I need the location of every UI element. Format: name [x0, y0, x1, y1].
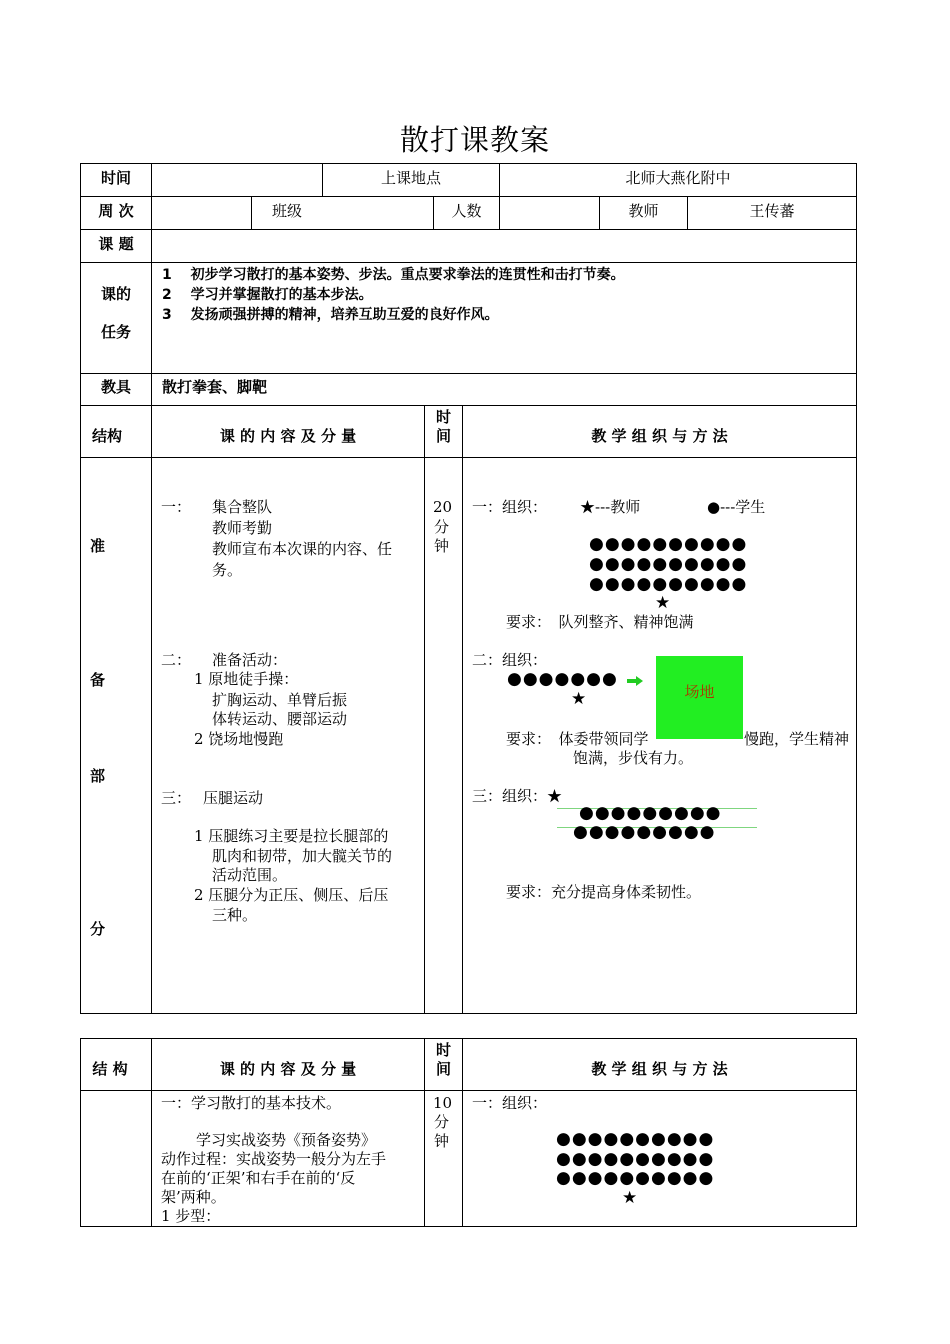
basic-line4: 在前的‘正架’和右手在前的‘反: [161, 1169, 356, 1187]
student-dots-row: ●●●●●●●●●: [579, 803, 722, 823]
section-2-line5: 2 饶场地慢跑: [194, 730, 284, 748]
prep-label-char: 部: [90, 767, 106, 785]
task-label-1: 课的: [100, 285, 131, 303]
teacher-label: 教师: [628, 202, 659, 220]
text-line: 教师考勤: [212, 519, 273, 537]
section-1-num: 一：: [161, 498, 192, 516]
time-header-2-1: 时: [435, 1041, 451, 1059]
student-dots-row: ●●●●●●●●●: [573, 822, 716, 842]
structure-header-2: 结 构: [92, 1060, 128, 1078]
prep-label-char: 准: [90, 537, 106, 555]
section-1-text: [212, 497, 422, 581]
legend-teacher: ★---教师: [580, 498, 641, 516]
content-header: 课 的 内 容 及 分 量: [219, 427, 357, 445]
teacher-star-icon: ★: [622, 1188, 638, 1208]
section-2-line4: 体转运动、腰部运动: [212, 710, 348, 728]
basic-line1: 一：学习散打的基本技术。: [161, 1094, 342, 1112]
week-label: 周 次: [98, 202, 134, 220]
org-3-requirement: 要求：充分提高身体柔韧性。: [506, 883, 702, 901]
org-1-label: 一：组织：: [472, 498, 548, 516]
section-2-num: 二：: [161, 651, 192, 669]
arrow-right-icon: [627, 676, 643, 686]
field-area: 场地: [656, 656, 743, 739]
org-3-label: 三：组织：★: [472, 787, 563, 805]
method-header: 教 学 组 织 与 方 法: [591, 427, 728, 445]
basic-line5: 架’两种。: [161, 1188, 226, 1206]
task-label-2: 任务: [100, 323, 131, 341]
location-label: 上课地点: [380, 169, 441, 187]
structure-header: 结构: [91, 427, 122, 445]
student-dots-row: ●●●●●●●●●●: [556, 1168, 715, 1188]
student-dots-row: ●●●●●●●●●●: [556, 1129, 715, 1149]
count-label: 人数: [451, 202, 482, 220]
legend-student: ●---学生: [707, 498, 766, 516]
basic-time-value: 10: [433, 1094, 453, 1112]
method-header-2: 教 学 组 织 与 方 法: [591, 1060, 728, 1078]
org-2-requirement-2: 饱满，步伐有力。: [573, 749, 694, 767]
prep-time-unit-1: 分: [434, 518, 450, 536]
student-dots-row: ●●●●●●●●●●: [589, 534, 748, 554]
time-header-2: 间: [435, 427, 451, 445]
task-item: 2 学习并掌握散打的基本步法。: [162, 287, 373, 303]
section-3-line4: 活动范围。: [212, 866, 288, 884]
org-1-requirement: 要求： 队列整齐、精神饱满: [506, 613, 694, 631]
student-dots-row: ●●●●●●●: [507, 669, 618, 689]
topic-label: 课 题: [98, 235, 134, 253]
section-2-line2: 1 原地徒手操：: [194, 670, 299, 688]
student-dots-row: ●●●●●●●●●●: [589, 574, 748, 594]
basic-line6: 1 步型：: [161, 1207, 221, 1225]
basic-line2: 学习实战姿势《预备姿势》: [196, 1131, 377, 1149]
section-2-line1: 准备活动：: [212, 651, 288, 669]
time-header-2-2: 间: [435, 1060, 451, 1078]
basic-time-unit-2: 钟: [434, 1132, 450, 1150]
time-label: 时间: [100, 169, 131, 187]
text-line: 教师宣布本次课的内容、任: [212, 540, 393, 558]
basic-org-label: 一：组织：: [472, 1094, 548, 1112]
equipment-label: 教具: [100, 378, 131, 396]
org-2-requirement-1b: 慢跑，学生精神: [744, 730, 850, 748]
task-list: [162, 265, 852, 325]
basic-line3: 动作过程：实战姿势一般分为左手: [161, 1150, 387, 1168]
section-3-line1: 压腿运动: [203, 789, 264, 807]
location-value: 北师大燕化附中: [625, 169, 731, 187]
teacher-star-icon: ★: [571, 689, 587, 709]
org-2-label: 二：组织：: [472, 651, 548, 669]
org-2-requirement-1: 要求： 体委带领同学: [506, 730, 649, 748]
time-header-1: 时: [435, 408, 451, 426]
prep-label-char: 分: [90, 920, 106, 938]
basic-time-unit-1: 分: [434, 1113, 450, 1131]
equipment-value: 散打拳套、脚靶: [162, 378, 268, 396]
teacher-value: 王传蕃: [749, 202, 795, 220]
class-label: 班级: [271, 202, 302, 220]
section-3-line2: 1 压腿练习主要是拉长腿部的: [194, 827, 389, 845]
teacher-star-icon: ★: [655, 593, 671, 613]
page-title: 散打课教案: [399, 123, 550, 157]
text-line: 集合整队: [212, 498, 273, 516]
task-item: 3 发扬顽强拼搏的精神，培养互助互爱的良好作风。: [162, 307, 499, 323]
section-2-line3: 扩胸运动、单臂后振: [212, 691, 348, 709]
prep-label-char: 备: [90, 671, 106, 689]
section-3-line5: 2 压腿分为正压、侧压、后压: [194, 886, 389, 904]
content-header-2: 课 的 内 容 及 分 量: [219, 1060, 357, 1078]
section-3-line3: 肌肉和韧带，加大髋关节的: [212, 847, 393, 865]
task-item: 1 初步学习散打的基本姿势、步法。重点要求拳法的连贯性和击打节奏。: [162, 267, 625, 283]
prep-time-value: 20: [433, 498, 453, 516]
text-line: 务。: [212, 561, 243, 579]
student-dots-row: ●●●●●●●●●●: [589, 554, 748, 574]
section-3-num: 三：: [161, 789, 192, 807]
section-3-line6: 三种。: [212, 906, 258, 924]
prep-time-unit-2: 钟: [434, 537, 450, 555]
student-dots-row: ●●●●●●●●●●: [556, 1149, 715, 1169]
